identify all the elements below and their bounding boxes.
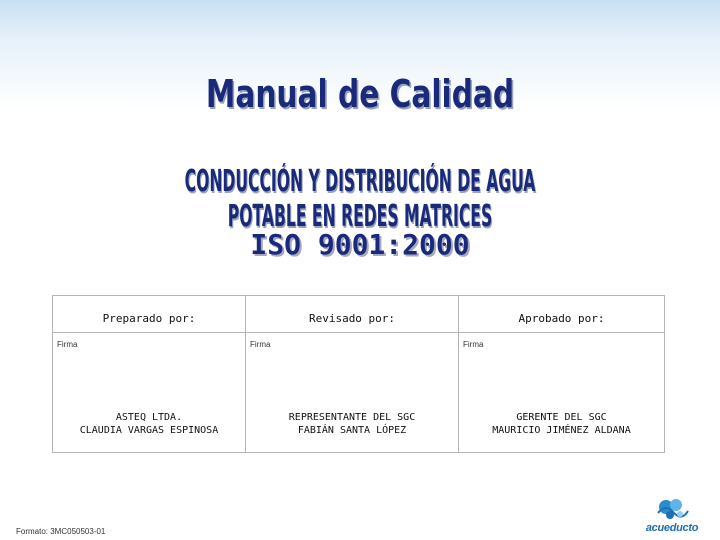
- reviewed-by-label: Revisado por:: [308, 311, 396, 325]
- acueducto-logo: [636, 495, 708, 535]
- firma-label: Firma: [250, 340, 271, 349]
- firma-label: Firma: [463, 340, 484, 349]
- signature-table: [52, 295, 665, 453]
- prepared-by-person: CLAUDIA VARGAS ESPINOSA: [79, 425, 219, 436]
- water-drop-logo-icon: [636, 495, 708, 525]
- format-code: Formato: 3MC050503-01: [16, 527, 106, 536]
- reviewed-by-role: REPRESENTANTE DEL SGC: [288, 412, 416, 423]
- document-subtitle: CONDUCCIÓN Y DISTRIBUCIÓN DE AGUA POTABLE EN REDES MATRICES: [184, 164, 536, 234]
- reviewed-by-header: [246, 296, 459, 333]
- approved-by-signature-cell: [459, 333, 665, 453]
- signature-header-row: [53, 296, 665, 333]
- prepared-by-header: [53, 296, 246, 333]
- prepared-by-label: Preparado por:: [102, 311, 196, 325]
- reviewed-by-signature-cell: [246, 333, 459, 453]
- approved-by-header: [459, 296, 665, 333]
- document-title: Manual de Calidad: [205, 72, 515, 116]
- reviewed-by-names: [246, 411, 458, 437]
- prepared-by-names: [53, 411, 245, 437]
- iso-standard: ISO 9001:2000: [250, 228, 470, 261]
- signature-body-row: [53, 333, 665, 453]
- reviewed-by-person: FABIÁN SANTA LÓPEZ: [297, 425, 407, 436]
- logo-wordmark: acueducto: [645, 522, 699, 534]
- approved-by-role: GERENTE DEL SGC: [516, 412, 607, 423]
- prepared-by-signature-cell: [53, 333, 246, 453]
- approved-by-label: Aprobado por:: [518, 311, 605, 325]
- approved-by-person: MAURICIO JIMÉNEZ ALDANA: [492, 425, 631, 436]
- approved-by-names: [459, 411, 664, 437]
- firma-label: Firma: [57, 340, 78, 349]
- prepared-by-company: ASTEQ LTDA.: [115, 412, 183, 423]
